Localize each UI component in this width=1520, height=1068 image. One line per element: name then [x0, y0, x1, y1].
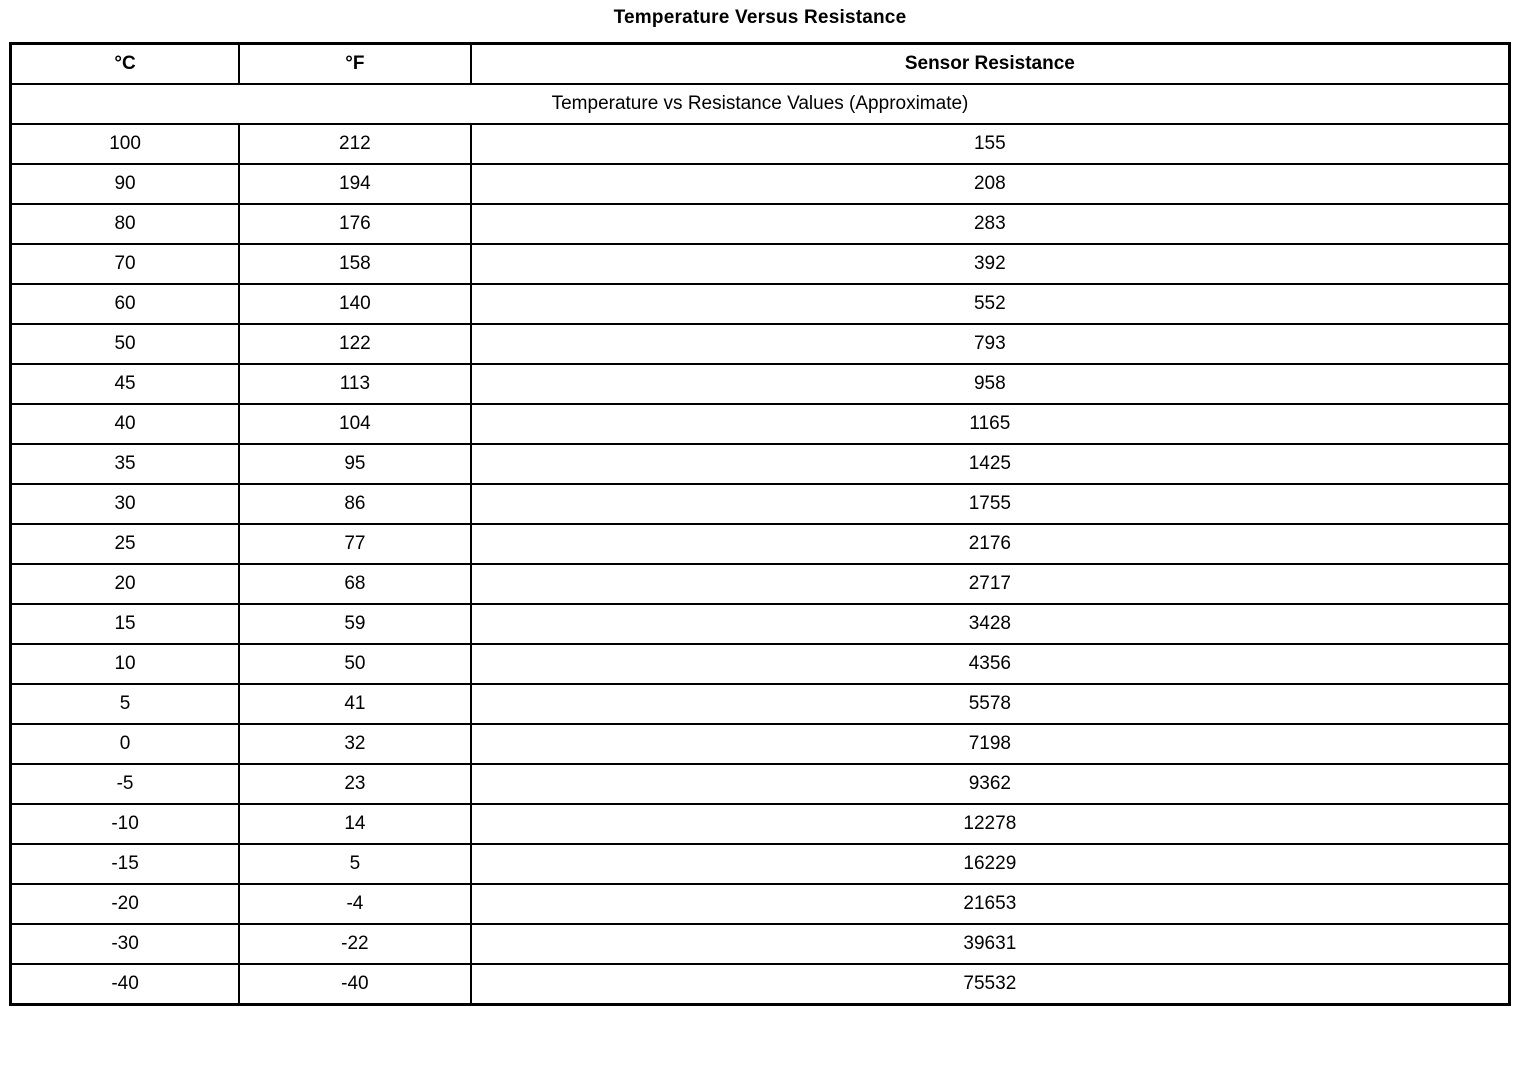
cell-fahrenheit: 32 — [239, 724, 471, 764]
cell-celsius: 20 — [11, 564, 240, 604]
cell-celsius: -30 — [11, 924, 240, 964]
cell-sensor-resistance: 9362 — [471, 764, 1510, 804]
cell-celsius: 15 — [11, 604, 240, 644]
subheader-row — [11, 84, 1510, 124]
table-row — [11, 964, 1510, 1005]
cell-fahrenheit: 212 — [239, 124, 471, 164]
cell-sensor-resistance: 1425 — [471, 444, 1510, 484]
table-row — [11, 444, 1510, 484]
cell-fahrenheit: -22 — [239, 924, 471, 964]
cell-celsius: 30 — [11, 484, 240, 524]
table-row — [11, 884, 1510, 924]
cell-fahrenheit: 176 — [239, 204, 471, 244]
table-row — [11, 764, 1510, 804]
table-row — [11, 524, 1510, 564]
table-row — [11, 684, 1510, 724]
cell-fahrenheit: 86 — [239, 484, 471, 524]
cell-celsius: 50 — [11, 324, 240, 364]
column-header-celsius: °C — [11, 44, 240, 85]
table-row — [11, 324, 1510, 364]
cell-celsius: 70 — [11, 244, 240, 284]
cell-sensor-resistance: 1755 — [471, 484, 1510, 524]
cell-celsius: 40 — [11, 404, 240, 444]
cell-fahrenheit: 23 — [239, 764, 471, 804]
cell-fahrenheit: 140 — [239, 284, 471, 324]
cell-sensor-resistance: 958 — [471, 364, 1510, 404]
cell-sensor-resistance: 4356 — [471, 644, 1510, 684]
cell-fahrenheit: 41 — [239, 684, 471, 724]
cell-celsius: 5 — [11, 684, 240, 724]
cell-sensor-resistance: 155 — [471, 124, 1510, 164]
cell-fahrenheit: 194 — [239, 164, 471, 204]
cell-fahrenheit: -40 — [239, 964, 471, 1005]
table-row — [11, 604, 1510, 644]
table-row — [11, 364, 1510, 404]
cell-fahrenheit: 104 — [239, 404, 471, 444]
subheader-cell: Temperature vs Resistance Values (Approximate) — [11, 84, 1510, 124]
temperature-resistance-table — [9, 42, 1511, 1006]
cell-sensor-resistance: 793 — [471, 324, 1510, 364]
table-row — [11, 844, 1510, 884]
cell-sensor-resistance: 2176 — [471, 524, 1510, 564]
cell-sensor-resistance: 2717 — [471, 564, 1510, 604]
page-title: Temperature Versus Resistance — [613, 7, 907, 28]
table-body — [11, 124, 1510, 1005]
cell-fahrenheit: 59 — [239, 604, 471, 644]
table-row — [11, 564, 1510, 604]
cell-sensor-resistance: 1165 — [471, 404, 1510, 444]
cell-celsius: -15 — [11, 844, 240, 884]
cell-celsius: -20 — [11, 884, 240, 924]
cell-sensor-resistance: 283 — [471, 204, 1510, 244]
cell-fahrenheit: -4 — [239, 884, 471, 924]
cell-fahrenheit: 68 — [239, 564, 471, 604]
cell-celsius: 0 — [11, 724, 240, 764]
column-header-sensor-resistance: Sensor Resistance — [471, 44, 1510, 85]
cell-fahrenheit: 50 — [239, 644, 471, 684]
cell-fahrenheit: 122 — [239, 324, 471, 364]
table-row — [11, 244, 1510, 284]
cell-fahrenheit: 5 — [239, 844, 471, 884]
cell-celsius: 80 — [11, 204, 240, 244]
cell-celsius: -10 — [11, 804, 240, 844]
table-row — [11, 484, 1510, 524]
cell-celsius: -40 — [11, 964, 240, 1005]
cell-sensor-resistance: 552 — [471, 284, 1510, 324]
cell-celsius: 90 — [11, 164, 240, 204]
cell-celsius: 100 — [11, 124, 240, 164]
cell-sensor-resistance: 16229 — [471, 844, 1510, 884]
cell-fahrenheit: 77 — [239, 524, 471, 564]
cell-sensor-resistance: 7198 — [471, 724, 1510, 764]
header-row — [11, 44, 1510, 85]
table-row — [11, 804, 1510, 844]
cell-celsius: -5 — [11, 764, 240, 804]
table-row — [11, 724, 1510, 764]
table-row — [11, 164, 1510, 204]
table-row — [11, 644, 1510, 684]
cell-fahrenheit: 158 — [239, 244, 471, 284]
cell-sensor-resistance: 75532 — [471, 964, 1510, 1005]
cell-celsius: 60 — [11, 284, 240, 324]
cell-sensor-resistance: 3428 — [471, 604, 1510, 644]
table-row — [11, 404, 1510, 444]
cell-sensor-resistance: 392 — [471, 244, 1510, 284]
cell-sensor-resistance: 39631 — [471, 924, 1510, 964]
table-row — [11, 124, 1510, 164]
cell-celsius: 25 — [11, 524, 240, 564]
cell-sensor-resistance: 12278 — [471, 804, 1510, 844]
cell-celsius: 35 — [11, 444, 240, 484]
cell-fahrenheit: 113 — [239, 364, 471, 404]
cell-sensor-resistance: 21653 — [471, 884, 1510, 924]
column-header-fahrenheit: °F — [239, 44, 471, 85]
table-row — [11, 204, 1510, 244]
cell-fahrenheit: 95 — [239, 444, 471, 484]
cell-celsius: 45 — [11, 364, 240, 404]
cell-fahrenheit: 14 — [239, 804, 471, 844]
table-row — [11, 924, 1510, 964]
table-row — [11, 284, 1510, 324]
cell-sensor-resistance: 208 — [471, 164, 1510, 204]
cell-sensor-resistance: 5578 — [471, 684, 1510, 724]
cell-celsius: 10 — [11, 644, 240, 684]
